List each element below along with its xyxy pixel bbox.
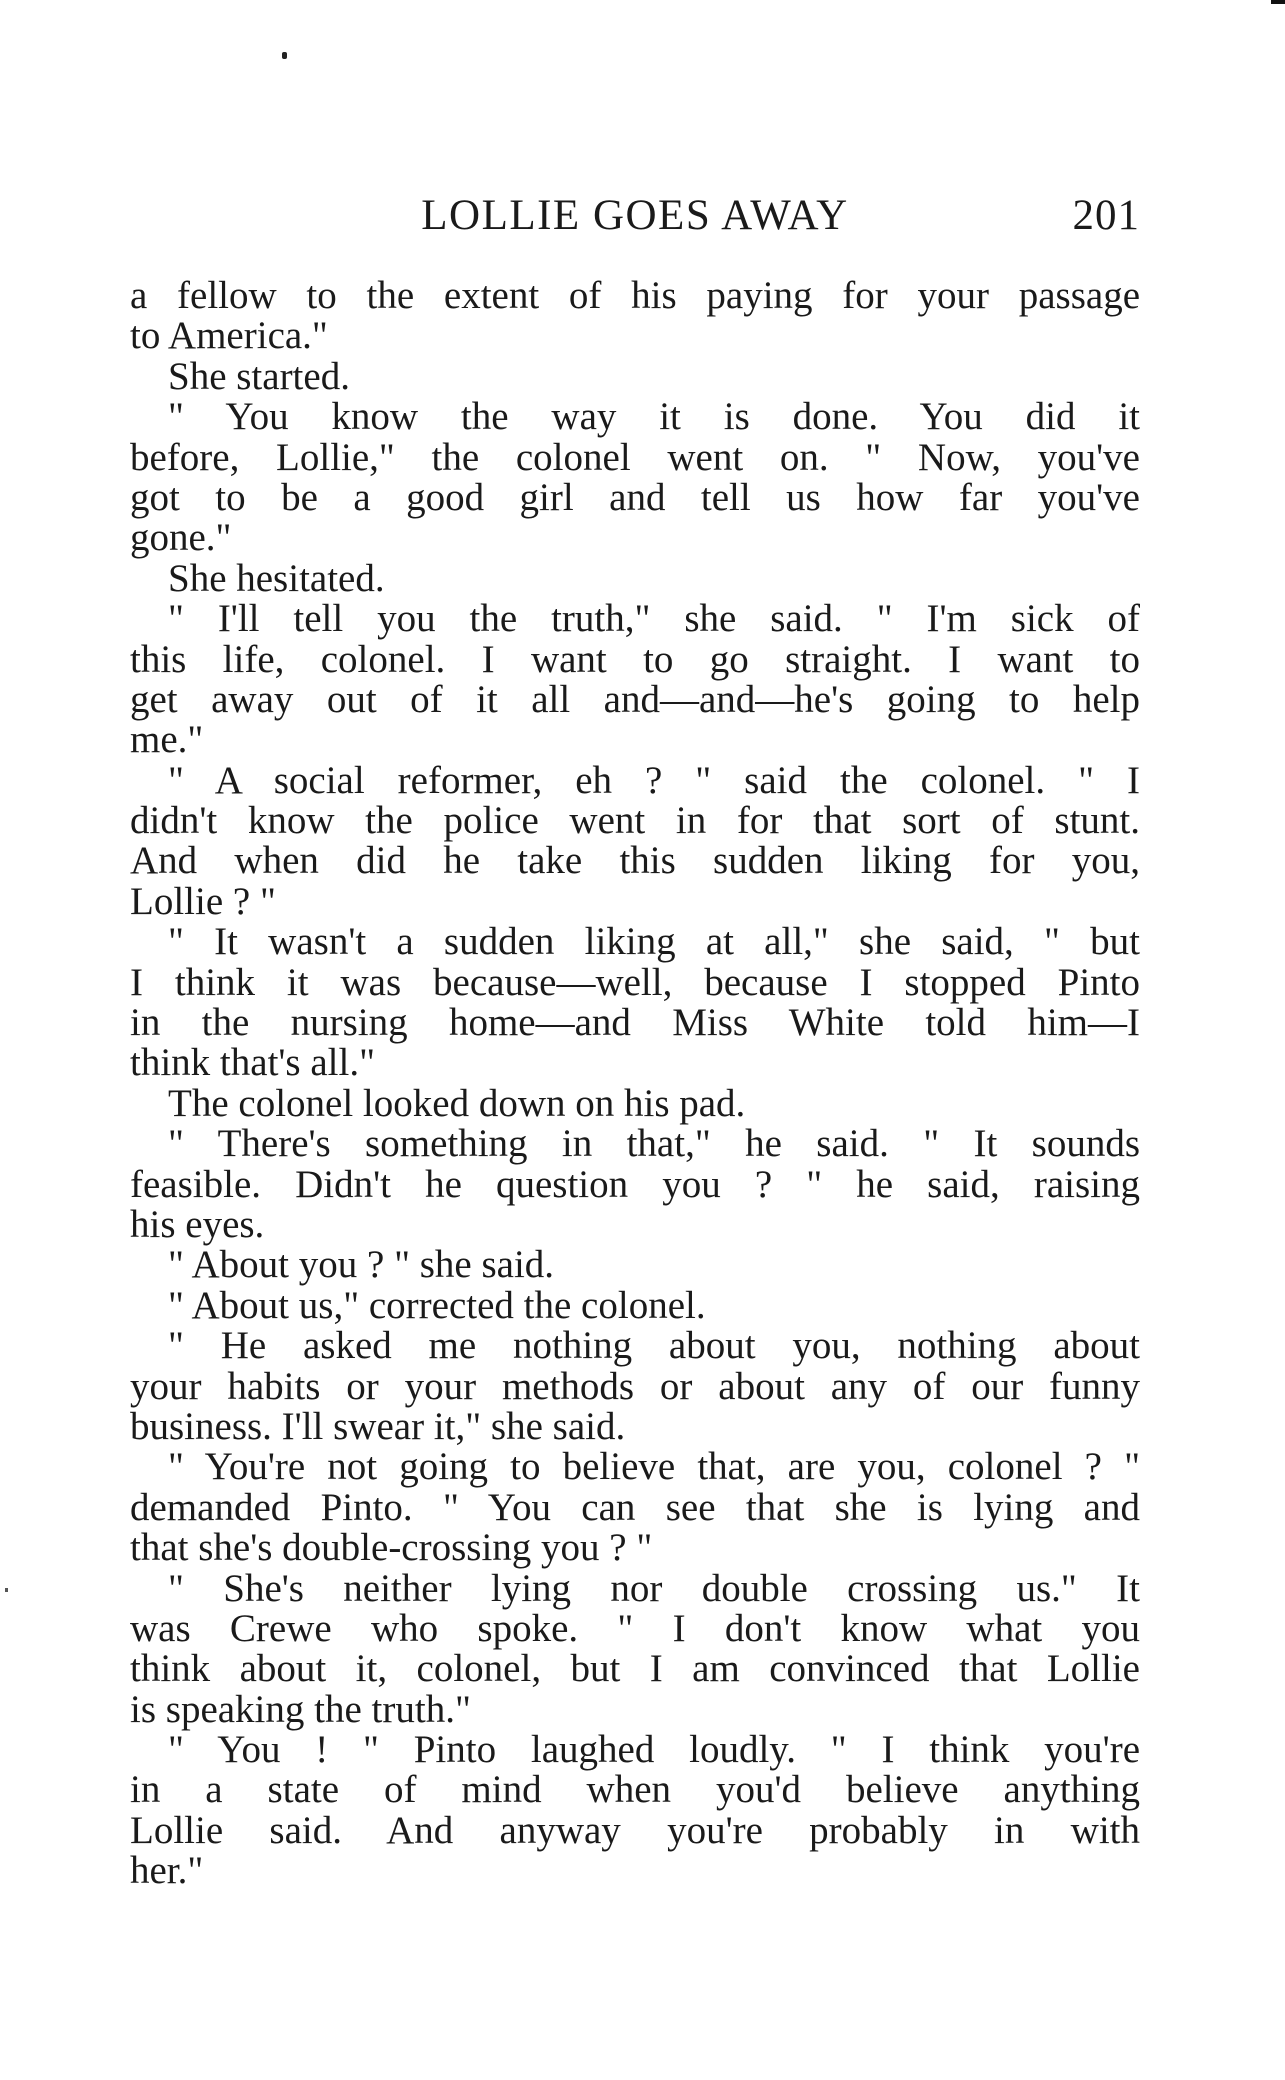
- text-line: her.": [130, 1849, 204, 1893]
- text-line: your habits or your methods or about any of our funny: [130, 1364, 1140, 1408]
- text-line: get away out of it all and—and—he's going to help: [130, 677, 1140, 721]
- running-head: [130, 188, 1140, 244]
- text-line: And when did he take this sudden liking for you,: [130, 839, 1140, 883]
- text-line: " You ! " Pinto laughed loudly. " I think you're: [168, 1728, 1140, 1772]
- text-line: his eyes.: [130, 1202, 265, 1246]
- text-line: " A social reformer, eh ? " said the colonel. " I: [168, 758, 1140, 802]
- text-line: in a state of mind when you'd believe anything: [130, 1768, 1140, 1812]
- text-line: to America.": [130, 314, 328, 358]
- text-line: demanded Pinto. " You can see that she is lying and: [130, 1485, 1140, 1529]
- text-line: Lollie said. And anyway you're probably in with: [130, 1808, 1140, 1852]
- text-line: before, Lollie," the colonel went on. " Now, you've: [130, 435, 1140, 479]
- text-line: " He asked me nothing about you, nothing about: [168, 1324, 1140, 1368]
- text-line: me.": [130, 718, 204, 762]
- text-line: think about it, colonel, but I am convinced that Lollie: [130, 1647, 1140, 1691]
- text-line: She hesitated.: [168, 556, 385, 600]
- text-line: a fellow to the extent of his paying for your passage: [130, 274, 1140, 317]
- scan-corner-mark: [1271, 0, 1285, 4]
- text-line: " You know the way it is done. You did it: [168, 395, 1140, 439]
- text-line: got to be a good girl and tell us how far you've: [130, 475, 1140, 519]
- text-line: " She's neither lying nor double crossing us." It: [168, 1566, 1140, 1610]
- text-line: is speaking the truth.": [130, 1687, 471, 1731]
- text-line: I think it was because—well, because I stopped Pinto: [130, 960, 1140, 1004]
- page-number: 201: [1072, 192, 1140, 239]
- text-line: " There's something in that," he said. " It sounds: [168, 1122, 1140, 1166]
- text-line: feasible. Didn't he question you ? " he said, raising: [130, 1162, 1140, 1206]
- text-line: didn't know the police went in for that sort of stunt.: [130, 799, 1140, 843]
- text-line: gone.": [130, 516, 232, 560]
- margin-speck: [5, 1588, 8, 1592]
- text-line: Lollie ? ": [130, 879, 276, 923]
- text-line: " I'll tell you the truth," she said. " I'm sick of: [168, 597, 1140, 641]
- text-line: business. I'll swear it," she said.: [130, 1404, 626, 1448]
- ink-speck: [282, 52, 287, 59]
- text-line: this life, colonel. I want to go straight. I want to: [130, 637, 1140, 681]
- text-line: in the nursing home—and Miss White told him—I: [130, 1001, 1140, 1045]
- text-line: that she's double-crossing you ? ": [130, 1526, 653, 1570]
- text-line: She started.: [168, 354, 350, 398]
- text-line: " About you ? " she said.: [168, 1243, 555, 1287]
- body-text: [130, 276, 1140, 1892]
- text-line: was Crewe who spoke. " I don't know what you: [130, 1606, 1140, 1650]
- running-title: LOLLIE GOES AWAY: [421, 192, 849, 239]
- text-line: The colonel looked down on his pad.: [168, 1081, 746, 1125]
- text-line: " You're not going to believe that, are you, colonel ? ": [168, 1445, 1140, 1489]
- text-line: " It wasn't a sudden liking at all," she said, " but: [168, 920, 1140, 964]
- text-line: " About us," corrected the colonel.: [168, 1283, 706, 1327]
- text-line: think that's all.": [130, 1041, 376, 1085]
